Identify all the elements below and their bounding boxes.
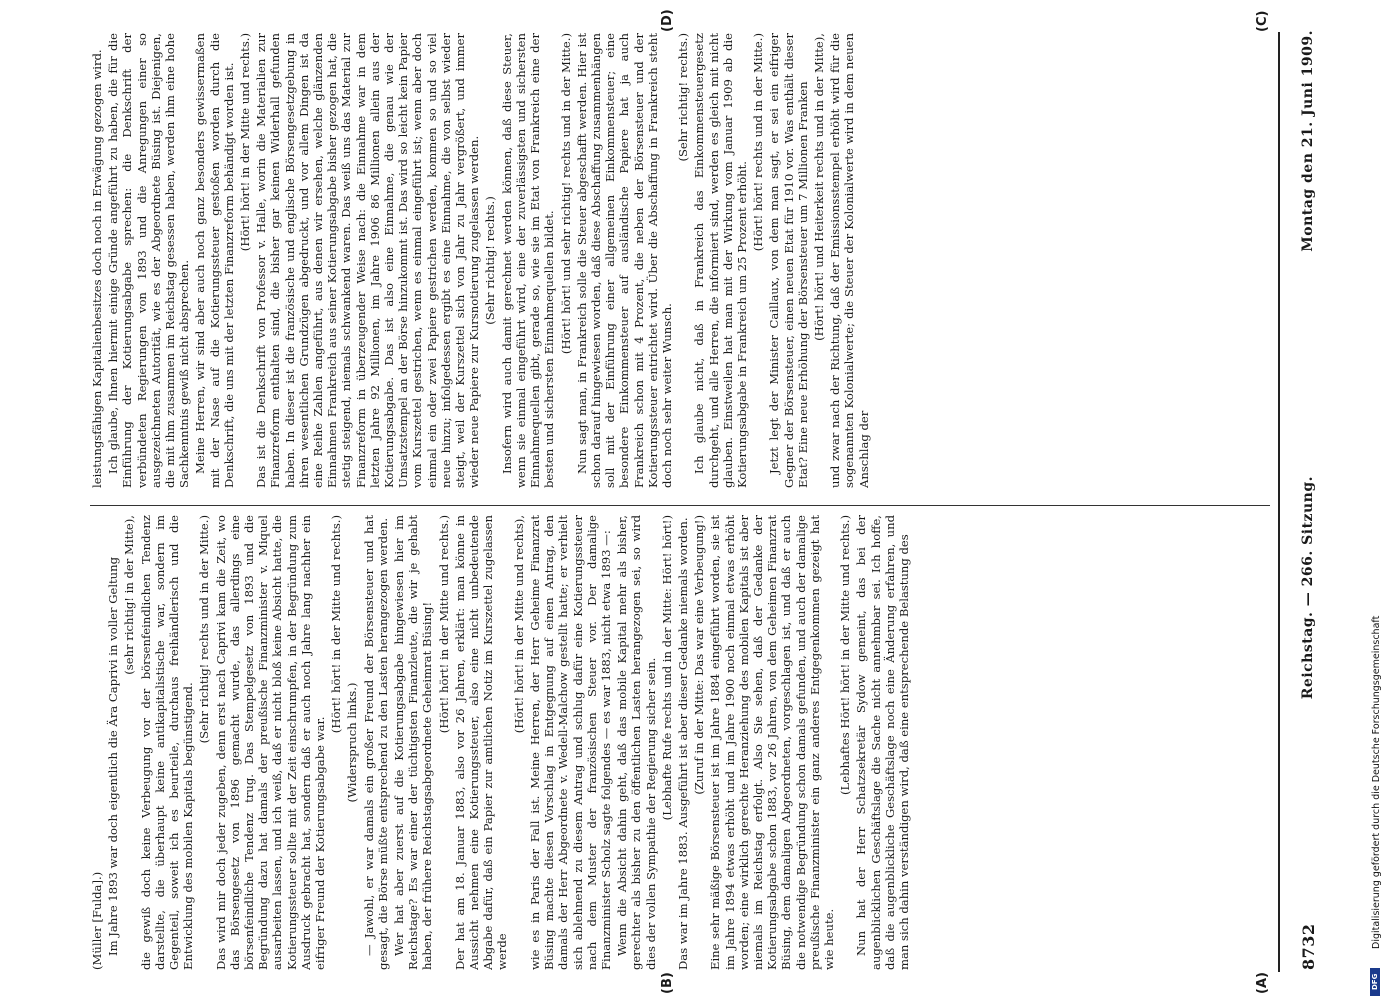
left-column-paragraph: Der hat am 18. Januar 1883, also vor 26 Jahren, erklärt: man könne in Aussicht nehmen eine Kotierungssteuer, also eine nicht unbedeutende Abgabe dafür, daß ein Papier zur amtlichen Notiz im Kurszettel zugelassen werde [452,515,510,970]
session-date: Montag den 21. Juni 1909. [1300,30,1316,252]
right-column-paragraph: (Hört! hört! in der Mitte und rechts.) [238,33,253,252]
left-column-paragraph: (Widerspruch links.) [345,682,360,803]
right-column-paragraph: (Hört! hört! und sehr richtig! rechts und in der Mitte.) [558,33,573,355]
right-column-paragraph: Ich glaube, Ihnen hiermit einige Gründe angeführt zu haben, die für die Einführung der Kotierungsabgabe sprechen: die Denkschrift der verbündeten Regierungen von 1893 und die Anregungen einer so ausgezeichneten Autorität, wie es der Abgeordnete Büsing ist. Diejenigen, die mit ihm zusammen im Reichstag gesessen haben, werden ihm eine hohe Sachkenntnis gewiß nicht absprechen. [106,33,192,488]
left-column-paragraph: Nun hat der Herr Schatzsekretär Sydow gemeint, das bei der augenblicklichen Geschäftslage die Sache nicht annehmbar sei. Ich hoffe, daß die augenblickliche Geschäftslage noch eine Änderung erfahren, und man sich dahin verständigen wird, daß eine entsprechende Belastung des [854,515,911,970]
digitization-note-text: Digitalisierung gefördert durch die Deutsche Forschungsgemeinschaft [1371,615,1382,949]
margin-marker-a: (A) [1255,972,1270,994]
right-column-paragraph: Meine Herren, wir sind aber auch noch ganz besonders gewissermaßen mit der Nase auf die Kotierungssteuer gestoßen worden durch die Denkschrift, die uns mit der letzten Finanzreform behändigt worden ist. [193,33,236,488]
left-column-paragraph: (Müller [Fulda].) [90,871,104,970]
right-column [90,33,1270,488]
left-column-paragraph: Das war im Jahre 1883. Ausgeführt ist aber dieser Gedanke niemals worden. [675,517,690,970]
left-column-paragraph: (Hört! hört! in der Mitte und rechts.) [329,515,344,734]
left-column-paragraph: — Jawohl, er war damals ein großer Freund der Börsensteuer und hat gesagt, die Börse müßte entsprechend zu den Lasten herangezogen werden. [361,515,390,970]
margin-marker-b: (B) [660,972,675,994]
right-column-paragraph: (Hört! hört! rechts und in der Mitte.) [751,33,766,252]
dfg-logo: DFG [1370,968,1380,996]
margin-marker-d: (D) [660,9,675,32]
left-column-paragraph: Das wird mir doch jeder zugeben, denn erst nach Caprivi kam die Zeit, wo das Börsengesetz von 1896 gemacht wurde, das allerdings eine börsenfeindliche Tendenz trug. Das Stempelgesetz von 1893 und die Begründung dazu hat damals der preußische Finanzminister v. Miquel ausarbeiten lassen, und ich weiß, daß er nicht bloß keine Absicht hatte, die Kotierungssteuer sollte mit der Zeit einschrumpfen, in der Begründung zum Ausdruck gebracht hat, sondern daß er auch noch Jahre lang nachher ein eifriger Freund der Kotierungsabgabe war. [213,515,328,970]
right-column-paragraph: und zwar nach der Richtung, daß der Emissionsstempel erhöht wird für die sogenannten Kolonialwerte; die Steuer der Kolonialwerte wird in dem neuen Anschlag der [828,33,871,488]
right-column-paragraph: leistungsfähigen Kapitalienbesitzes doch noch in Erwägung gezogen wird. [90,49,104,488]
left-column-paragraph: (Hört! hört! in der Mitte und rechts), [511,515,526,734]
header-rule [1278,32,1280,972]
page-number: 8732 [1298,923,1318,970]
left-column-paragraph: (Sehr richtig! rechts und in der Mitte.) [197,515,212,744]
right-column-paragraph: Jetzt legt der Minister Caillaux, von dem man sagt, er sei ein eifriger Gegner der Börsensteuer, einen neuen Etat für 1910 vor. Was enthält dieser Etat? Eine neue Erhöhung der Börsensteuer um 7 Millionen Franken [767,33,810,488]
left-column-paragraph: Wer hat aber zuerst auf die Kotierungsabgabe hingewiesen hier im Reichstage? Es war einer der tüchtigsten Finanzleute, die wir je gehabt haben, der frühere Reichstagsabgeordnete Geheimrat Büsing! [392,515,435,970]
right-column-paragraph: (Hört! hört! und Heiterkeit rechts und in der Mitte), [811,33,826,341]
page-header [1290,30,1326,970]
left-column-paragraph: (Zuruf in der Mitte: Das war eine Verbeugung!) [692,515,707,795]
left-column-paragraph: wie es in Paris der Fall ist. Meine Herren, der Herr Geheime Finanzrat Büsing machte diesen Vorschlag in Entgegnung auf einen Antrag, den damals der Herr Abgeordnete v. Wedell-Malchow gestellt hatte; er verhielt sich ablehnend zu diesem Antrag und schlug dafür eine Kotierungssteuer nach dem Muster der französischen Steuer vor. Der damalige Finanzminister Scholz sagte folgendes — es war 1883, nicht etwa 1893 —: [527,515,613,970]
left-column-paragraph: (Lebhafte Rufe rechts und in der Mitte: Hört! hört!) [659,515,674,821]
margin-marker-c: (C) [1255,10,1270,32]
right-column-paragraph: Nun sagt man, in Frankreich solle die Steuer abgeschafft werden. Hier ist schon darauf hingewiesen worden, daß diese Abschaffung zusammenhängen soll mit der Einführung einer allgemeinen Einkommensteuer; eine besondere Einkommensteuer auf ausländische Papiere hat ja auch Frankreich schon mit 4 Prozent, die neben der Börsensteuer und der Kotierungssteuer entrichtet wird. Über die Abschaffung in Frankreich steht doch noch sehr weiter Wunsch. [574,33,674,488]
right-column-paragraph: (Sehr richtig! rechts.) [483,196,498,325]
digitization-note [1371,0,1383,1000]
right-column-paragraph: Das ist die Denkschrift von Professor v. Halle, worin die Materialien zur Finanzreform enthalten sind, die bisher gar keinen Widerhall gefunden haben. In dieser ist die französische und englische Börsengesetzgebung in ihren wesentlichen Grundzügen abgedruckt, und vor allem Dingen ist da eine Reihe Zahlen angeführt, aus denen wir ersehen, welche glänzenden Einnahmen Frankreich aus seiner Kotierungsabgabe bisher gezogen hat, die stetig steigend, niemals schwankend waren. Das weiß uns das Material zur Finanzreform in überzeugender Weise nach: die Einnahme war in dem letzten Jahre 92 Millionen, im Jahre 1906 86 Millionen allein aus der Kotierungsabgabe. Das ist also eine Einnahme, die genau wie der Umsatzstempel an der Börse hinzukommt ist. Das wird so leicht kein Papier vom Kurszettel gestrichen, wenn es einmal eingeführt ist; wenn aber doch einmal ein oder zwei Papiere gestrichen werden, kommen so und so viel neue hinzu; infolgedessen ergibt es eine Einnahme, die von selbst wieder steigt, weil der Kurszettel sich von Jahr zu Jahr vergrößert, und immer wieder neue Papiere zur Kursnotierung zugelassen werden. [254,33,482,488]
right-column-paragraph: (Sehr richtig! rechts.) [676,33,691,162]
left-column-paragraph: die gewiß doch keine Verbeugung vor der börsenfeindlichen Tendenz darstellte, die überhaupt keine antikapitalistische war, sondern im Gegenteil, soweit ich es beurteile, durchaus freihändlerisch und die Entwicklung des mobilen Kapitals begünstigend. [138,515,196,970]
left-column-paragraph: (Lebhaftes Hört! hört! in der Mitte und rechts.) [838,515,853,795]
column-divider [90,505,1270,506]
left-column-paragraph: Eine sehr mäßige Börsensteuer ist im Jahre 1884 eingeführt worden, sie ist im Jahre 1894 etwas erhöht und im Jahre 1900 noch einmal etwas erhöht worden; eine wirklich gerechte Heranziehung des mobilen Kapitals ist aber niemals im Reichstag erfolgt. Also Sie sehen, daß der Gedanke der Kotierungsabgabe schon 1883, vor 26 Jahren, von dem Geheimen Finanzrat Büsing, dem damaligen Abgeordneten, vorgeschlagen ist, und daß er auch die notwendige Begründung schon damals gefunden, und auch der damalige preußische Finanzminister ein ganz anderes Entgegenkommen gezeigt hat wie heute. [708,515,836,970]
left-column-paragraph: Wenn die Absicht dahin geht, daß das mobile Kapital mehr als bisher, gerechter als bisher zu den öffentlichen Lasten herangezogen sei, so wird dies der vollen Sympathie der Regierung sicher sein. [615,515,658,970]
right-column-paragraph: Insofern wird auch damit gerechnet werden können, daß diese Steuer, wenn sie einmal eingeführt wird, eine der zuverlässigsten und sichersten Einnahmequellen gibt, gerade so, wie sie im Etat von Frankreich eine der besten und sichersten Einnahmequellen bildet. [499,33,557,488]
right-column-paragraph: Ich glaube nicht, daß in Frankreich das Einkommensteuergesetz durchgeht, und alle Herren, die informiert sind, werden es gleich mit nicht glauben. Einstweilen hat man mit der Wirkung vom Januar 1909 ab die Kotierungsabgabe in Frankreich um 25 Prozent erhöht. [692,33,749,488]
left-column-paragraph: Im Jahre 1893 war doch eigentlich die Ära Caprivi in voller Geltung [106,556,121,956]
left-column-paragraph: (sehr richtig! in der Mitte), [122,515,137,675]
left-column-paragraph: (Hört! hört! in der Mitte und rechts.) [436,515,451,734]
left-column [90,515,1270,970]
page-title: Reichstag. — 266. Sitzung. [1300,475,1316,700]
